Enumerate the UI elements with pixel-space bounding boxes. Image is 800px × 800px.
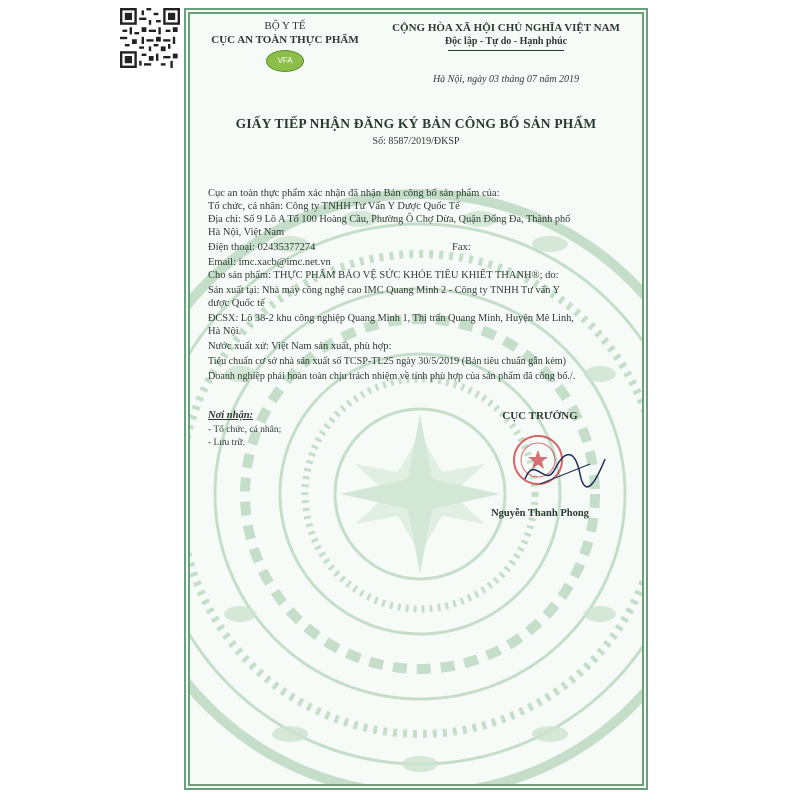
body-line: Địa chỉ: Số 9 Lô A Tổ 100 Hoàng Cầu, Phường Ô Chợ Dừa, Quận Đống Đa, Thành phố <box>208 214 571 225</box>
body-line: ĐCSX: Lô 38-2 khu công nghiệp Quang Minh 1, Thị trấn Quang Minh, Huyện Mê Linh, <box>208 313 574 324</box>
body-line: Tiêu chuẩn cơ sở nhà sản xuất số TCSP-TL25 ngày 30/5/2019 (Bản tiêu chuẩn gắn kèm) <box>208 356 567 367</box>
recipients-heading: Nơi nhận: <box>208 410 254 421</box>
body-line: Hà Nội. <box>208 326 242 337</box>
body-line: Email: imc.xacb@imc.net.vn <box>208 257 331 268</box>
document-title: GIẤY TIẾP NHẬN ĐĂNG KÝ BẢN CÔNG BỐ SẢN PHẨM <box>235 116 597 131</box>
handwritten-signature <box>520 444 610 494</box>
recipient-item: - Tổ chức, cá nhân; <box>208 425 282 435</box>
fax-label: Fax: <box>452 242 471 253</box>
body-line: Nước xuất xứ: Việt Nam sản xuất, phù hợp: <box>208 341 392 352</box>
ministry-name: BỘ Y TẾ <box>264 20 306 32</box>
registration-number: Số: 8587/2019/ĐKSP <box>372 136 460 147</box>
body-line: Cho sản phẩm: THỰC PHẨM BẢO VỆ SỨC KHỎE TIÊU KHIẾT THANH®; do: <box>208 270 559 281</box>
certificate-document <box>184 8 648 790</box>
signer-title: CỤC TRƯỞNG <box>502 410 578 422</box>
body-line: Điện thoại: 02435377274 <box>208 242 316 253</box>
recipient-item: - Lưu trữ. <box>208 438 245 448</box>
national-motto: Độc lập - Tự do - Hạnh phúc <box>444 36 568 47</box>
agency-name: CỤC AN TOÀN THỰC PHẨM <box>211 34 359 46</box>
body-line: dược Quốc tế <box>208 298 265 309</box>
logo-text: VFA <box>277 56 293 65</box>
body-line: Tổ chức, cá nhân: Công ty TNHH Tư Vấn Y Dược Quốc Tế <box>208 201 460 212</box>
place-date: Hà Nội, ngày 03 tháng 07 năm 2019 <box>432 74 580 85</box>
country-name: CỘNG HÒA XÃ HỘI CHỦ NGHĨA VIỆT NAM <box>392 22 620 34</box>
body-line: Doanh nghiệp phải hoàn toàn chịu trách nhiệm về tính phù hợp của sản phẩm đã công bố./. <box>208 371 576 382</box>
agency-logo <box>266 50 304 72</box>
body-line: Sản xuất tại: Nhà máy công nghệ cao IMC Quang Minh 2 - Công ty TNHH Tư vấn Y <box>208 285 560 296</box>
body-line: Cục an toàn thực phẩm xác nhận đã nhận Bản công bố sản phẩm của: <box>208 188 500 199</box>
signer-name: Nguyễn Thanh Phong <box>491 508 589 519</box>
motto-underline <box>448 50 564 51</box>
qr-code <box>120 8 180 68</box>
body-line: Hà Nội, Việt Nam <box>208 227 285 238</box>
